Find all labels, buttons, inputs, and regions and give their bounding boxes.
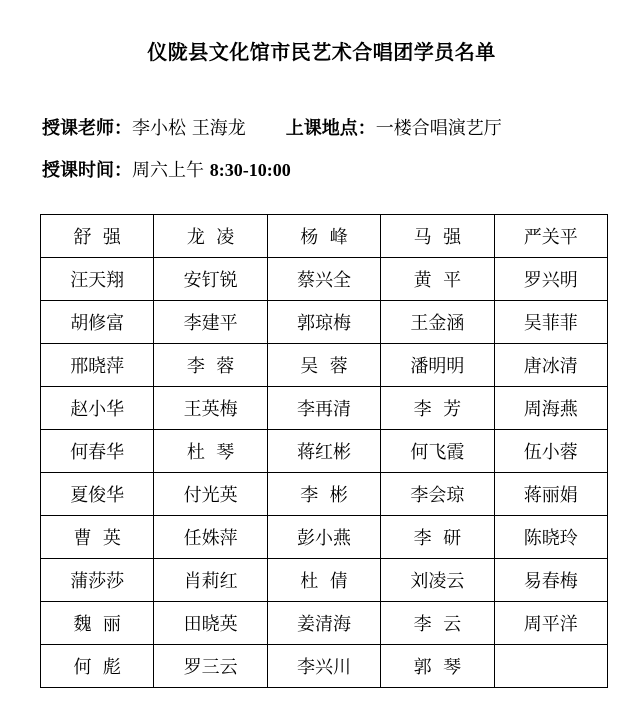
member-name-cell: 王金涵 (381, 301, 494, 344)
member-name-cell: 李 蓉 (154, 344, 267, 387)
member-name-cell: 赵小华 (41, 387, 154, 430)
roster-table (40, 214, 608, 688)
member-name-cell: 李 云 (381, 602, 494, 645)
member-name-cell: 陈晓玲 (494, 516, 607, 559)
member-name-cell: 李 彬 (267, 473, 380, 516)
member-name-cell: 蒋丽娟 (494, 473, 607, 516)
table-row (41, 430, 608, 473)
member-name-cell: 龙 凌 (154, 215, 267, 258)
member-name-cell: 肖莉红 (154, 559, 267, 602)
teacher-location-line (42, 114, 502, 140)
member-name-cell: 王英梅 (154, 387, 267, 430)
table-row (41, 473, 608, 516)
member-name-cell: 潘明明 (381, 344, 494, 387)
member-name-cell: 邢晓萍 (41, 344, 154, 387)
member-name-cell: 唐冰清 (494, 344, 607, 387)
member-name-cell: 伍小蓉 (494, 430, 607, 473)
member-name-cell: 汪天翔 (41, 258, 154, 301)
table-row (41, 344, 608, 387)
member-name-cell: 黄 平 (381, 258, 494, 301)
time-hours: 8:30-10:00 (209, 160, 291, 180)
member-name-cell: 何 彪 (41, 645, 154, 688)
member-name-cell: 郭 琴 (381, 645, 494, 688)
member-name-cell: 严关平 (494, 215, 607, 258)
table-row (41, 516, 608, 559)
member-name-cell: 罗三云 (154, 645, 267, 688)
member-name-cell: 何飞霞 (381, 430, 494, 473)
member-name-cell: 杜 琴 (154, 430, 267, 473)
location-value: 一楼合唱演艺厅 (375, 118, 502, 139)
member-name-cell: 杜 倩 (267, 559, 380, 602)
table-row (41, 258, 608, 301)
member-name-cell: 舒 强 (41, 215, 154, 258)
page-title: 仪陇县文化馆市民艺术合唱团学员名单 (147, 40, 496, 64)
location-label: 上课地点： (285, 118, 376, 139)
member-name-cell: 蒲莎莎 (41, 559, 154, 602)
member-name-cell: 李建平 (154, 301, 267, 344)
member-name-cell: 李 芳 (381, 387, 494, 430)
member-name-cell: 付光英 (154, 473, 267, 516)
member-name-cell: 罗兴明 (494, 258, 607, 301)
member-name-cell: 吴菲菲 (494, 301, 607, 344)
member-name-cell: 夏俊华 (41, 473, 154, 516)
member-name-cell: 李再清 (267, 387, 380, 430)
member-name-cell: 周海燕 (494, 387, 607, 430)
member-name-cell: 吴 蓉 (267, 344, 380, 387)
teacher-label: 授课老师： (42, 118, 132, 139)
member-name-cell: 曹 英 (41, 516, 154, 559)
time-line (42, 156, 291, 182)
table-row (41, 301, 608, 344)
member-name-cell: 蒋红彬 (267, 430, 380, 473)
member-name-cell: 李兴川 (267, 645, 380, 688)
member-name-cell: 魏 丽 (41, 602, 154, 645)
member-name-cell (494, 645, 607, 688)
table-row (41, 387, 608, 430)
member-name-cell: 马 强 (381, 215, 494, 258)
time-label: 授课时间： (42, 160, 132, 181)
table-row (41, 645, 608, 688)
member-name-cell: 李会琼 (381, 473, 494, 516)
member-name-cell: 李 研 (381, 516, 494, 559)
member-name-cell: 蔡兴全 (267, 258, 380, 301)
member-name-cell: 易春梅 (494, 559, 607, 602)
member-name-cell: 田晓英 (154, 602, 267, 645)
table-row (41, 215, 608, 258)
member-name-cell: 周平洋 (494, 602, 607, 645)
member-name-cell: 郭琼梅 (267, 301, 380, 344)
member-name-cell: 杨 峰 (267, 215, 380, 258)
member-name-cell: 何春华 (41, 430, 154, 473)
teacher-value: 李小松 王海龙 (132, 118, 246, 139)
member-name-cell: 姜清海 (267, 602, 380, 645)
table-row (41, 559, 608, 602)
table-row (41, 602, 608, 645)
member-name-cell: 安钉锐 (154, 258, 267, 301)
member-name-cell: 任姝萍 (154, 516, 267, 559)
time-day: 周六上午 (132, 160, 210, 181)
member-name-cell: 胡修富 (41, 301, 154, 344)
member-name-cell: 刘凌云 (381, 559, 494, 602)
member-name-cell: 彭小燕 (267, 516, 380, 559)
